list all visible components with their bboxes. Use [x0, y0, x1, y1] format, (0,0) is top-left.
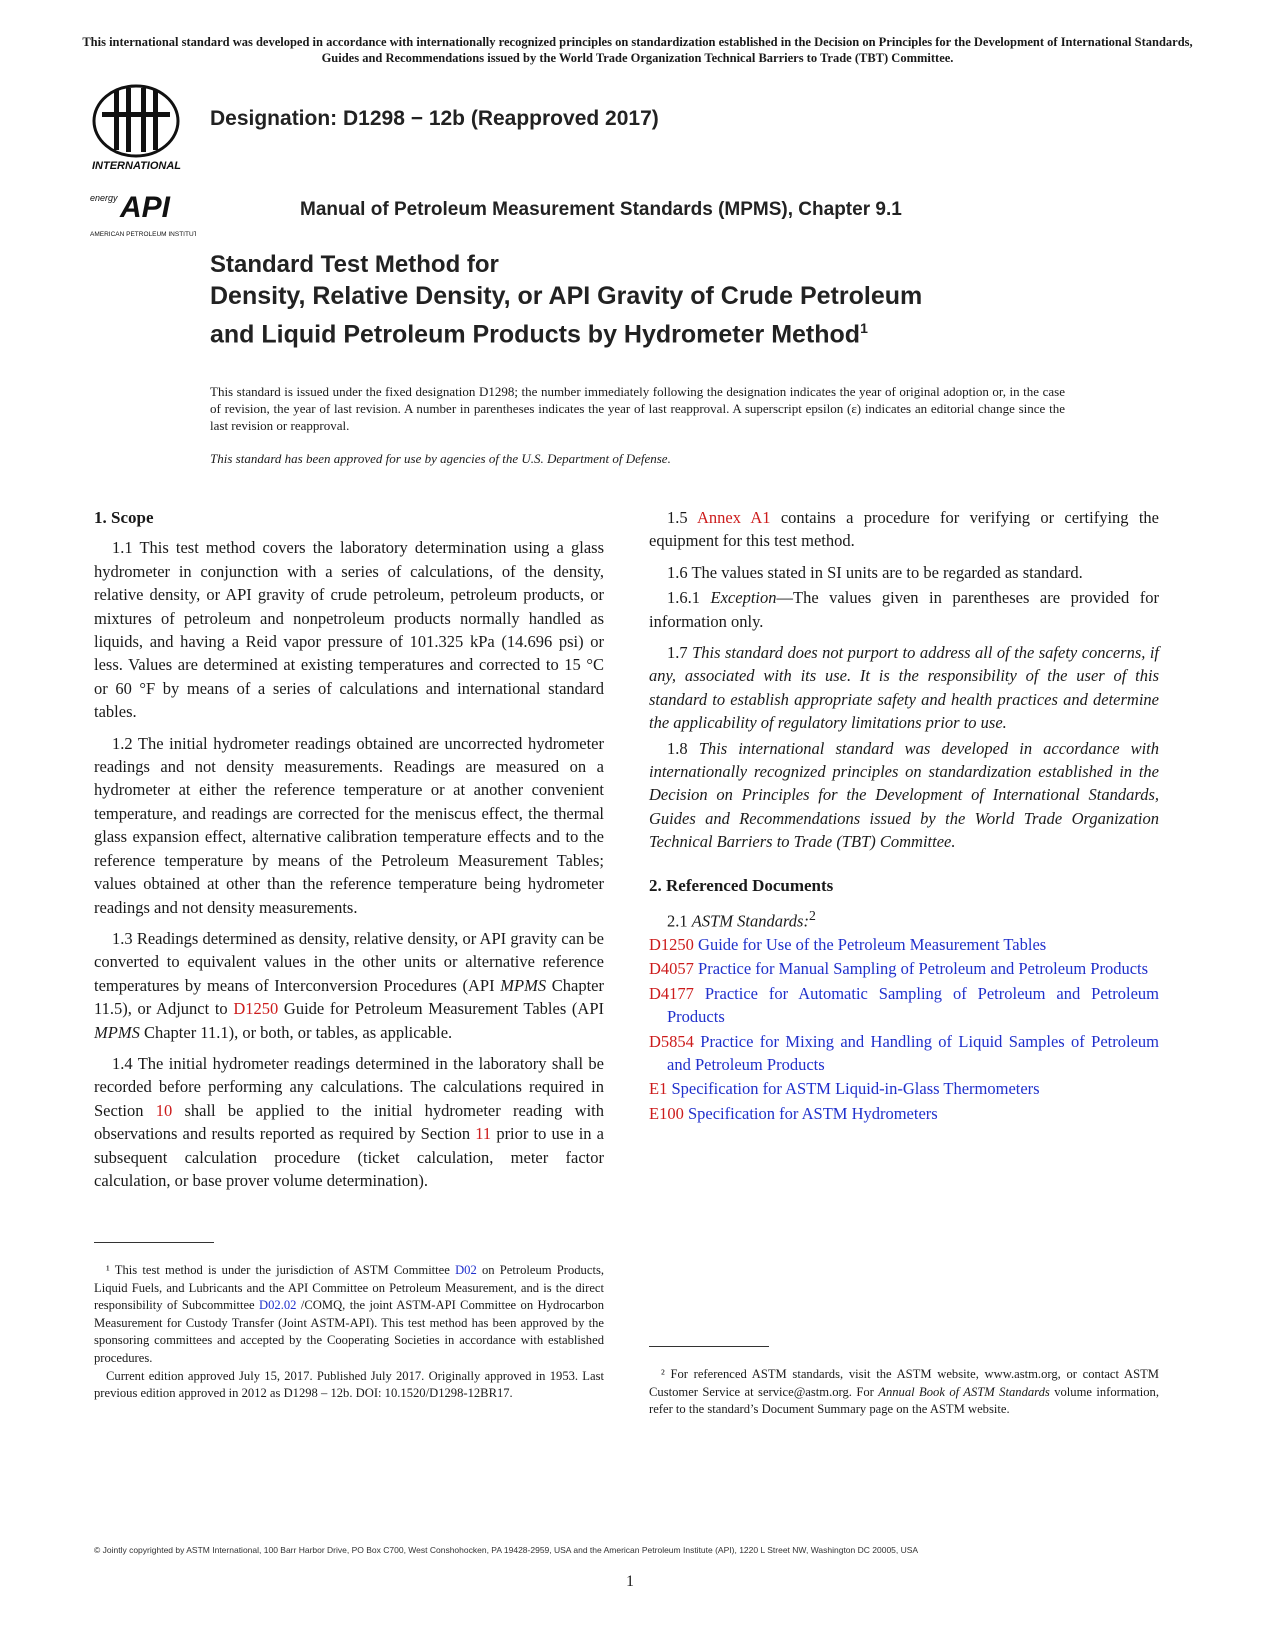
title-line-3: and Liquid Petroleum Products by Hydrometer Method$^1$: [210, 320, 868, 349]
api-energy-text: energy: [90, 193, 118, 203]
link-standard-code[interactable]: D4057: [649, 959, 694, 979]
link-standard-title[interactable]: Specification for ASTM Liquid-in-Glass Thermometers: [667, 1079, 1040, 1099]
paragraph-1-1: 1.1 This test method covers the laboratory determination using a glass hydrometer in conjunction with a series of calculations, of the density, relative density, or API gravity of crude petroleum, petroleum products, or mixtures of petroleum and nonpetroleum products normally handled as liquids, and having a Reid vapor pressure of 101.325 kPa (14.696 psi) or less. Values are determined at existing temperatures and corrected to 15 °C or 60 °F by means of a series of calculations and international standard tables.: [94, 538, 604, 722]
paragraph-1-2: 1.2 The initial hydrometer readings obtained are uncorrected hydrometer readings and not density measurements. Readings are measured on a hydrometer at either the reference temperature or at another convenient temperature, and readings are corrected for the meniscus effect, the thermal glass expansion effect, alternative calibration temperature effects and to the reference temperature by means of the Petroleum Measurement Tables; values obtained at other than the reference temperature being hydrometer readings and not density measurements.: [94, 733, 604, 917]
link-standard-title[interactable]: Specification for ASTM Hydrometers: [683, 1103, 938, 1123]
link-standard-title[interactable]: Practice for Automatic Sampling of Petroleum and Petroleum Products: [667, 983, 1159, 1027]
link-section-11[interactable]: 11: [475, 1124, 492, 1144]
footnote-2-mark[interactable]: 2: [808, 908, 816, 924]
link-standard-code[interactable]: D1250: [649, 935, 694, 954]
list-item: [649, 957, 1159, 980]
publisher-logos: [86, 84, 196, 244]
designation: Designation: D1298 − 12b (Reapproved 2017): [210, 107, 659, 130]
link-subcommittee-d0202[interactable]: D02.02: [259, 1298, 297, 1313]
paragraph-1-6-1: 1.6.1 Exception—The values given in parentheses are provided for information only.: [649, 588, 1159, 631]
paragraph-1-4: 1.4 The initial hydrometer readings determined in the laboratory shall be recorded before performing any calculations. The calculations required in Section 10 shall be applied to the initial hydrometer reading with observations and results reported as required by Section 11 prior to use in a subsequent calculation procedure (ticket calculation, meter factor calculation, or base prover volume determination).: [94, 1053, 605, 1190]
title-line-2: Density, Relative Density, or API Gravity of Crude Petroleum: [210, 282, 923, 310]
list-item: [649, 1077, 1159, 1100]
page-number: 1: [626, 1573, 634, 1590]
paragraph-1-5: 1.5 Annex A1 contains a procedure for verifying or certifying the equipment for this test method.: [649, 508, 1159, 551]
paragraph-1-8: 1.8 This international standard was developed in accordance with internationally recognized principles on standardization established in the Decision on Principles for the Development of International Standards, Guides and Recommendations issued by the World Trade Organization Technical Barriers to Trade (TBT) Committee.: [649, 738, 1160, 852]
link-annex-a1[interactable]: Annex A1: [697, 508, 771, 527]
scope-heading: 1. Scope: [94, 508, 154, 527]
link-standard-title[interactable]: Practice for Mixing and Handling of Liquid Samples of Petroleum and Petroleum Products: [667, 1031, 1159, 1075]
right-column: [649, 506, 1159, 1126]
dod-approval: This standard has been approved for use by agencies of the U.S. Department of Defense.: [210, 451, 671, 466]
link-standard-code[interactable]: E1: [649, 1079, 668, 1099]
astm-logo-text: INTERNATIONAL: [92, 160, 182, 172]
footnote-2-text: ² For referenced ASTM standards, visit the ASTM website, www.astm.org, or contact ASTM Customer Service at service@astm.org. For Annual Book of ASTM Standards volume information, refer to the standard’s Document Summary page on the ASTM website.: [649, 1367, 1159, 1417]
manual-chapter: Manual of Petroleum Measurement Standards (MPMS), Chapter 9.1: [300, 199, 902, 220]
astm-logo: [92, 86, 181, 172]
link-standard-title[interactable]: Practice for Manual Sampling of Petroleum and Petroleum Products: [693, 959, 1149, 979]
paragraph-2-1: 2.1 ASTM Standards:$^2$: [667, 908, 816, 931]
paragraph-1-6: 1.6 The values stated in SI units are to be regarded as standard.: [667, 562, 1083, 582]
paragraph-1-7: 1.7 This standard does not purport to address all of the safety concerns, if any, associated with its use. It is the responsibility of the user of this standard to establish appropriate safety and health practices and determine the applicability of regulatory limitations prior to use.: [649, 643, 1159, 733]
list-item: [649, 1102, 1159, 1125]
list-item: [649, 933, 1159, 956]
footnote-1-edition: Current edition approved July 15, 2017. Published July 2017. Originally approved in 1953. Last previous edition approved in 2012 as D1298 – 12b. DOI: 10.1520/D1298-12BR17.: [94, 1368, 604, 1401]
link-standard-code[interactable]: D4177: [649, 983, 694, 1003]
api-logo: [90, 191, 196, 238]
link-standard-code[interactable]: D5854: [649, 1031, 694, 1051]
document-title: [210, 250, 1110, 350]
referenced-documents-heading: 2. Referenced Documents: [649, 875, 834, 895]
link-standard-code[interactable]: E100: [649, 1103, 684, 1123]
link-d1250[interactable]: D1250: [233, 999, 279, 1019]
title-footnote-mark[interactable]: 1: [860, 320, 868, 336]
link-section-10[interactable]: 10: [155, 1100, 173, 1120]
link-standard-title[interactable]: Guide for Use of the Petroleum Measurement Tables: [693, 935, 1047, 954]
footnote-2: [649, 1366, 1159, 1419]
list-item: [649, 1030, 1159, 1077]
footnote-1: [94, 1262, 604, 1403]
astm-api-logos: [86, 84, 196, 244]
footnote-divider-left: [94, 1242, 214, 1243]
api-logo-text: API: [120, 191, 171, 224]
link-committee-d02[interactable]: D02: [455, 1263, 477, 1277]
list-item: [649, 982, 1159, 1029]
left-column: [94, 506, 604, 1200]
issuance-statement: This standard is issued under the fixed designation D1298; the number immediately following the designation indicates the year of original adoption or, in the case of revision, the year of last revision. A number in parentheses indicates the year of last reapproval. A superscript epsilon (ε) indicates an editorial change since the last revision or reapproval.: [210, 384, 1065, 433]
paragraph-1-3: 1.3 Readings determined as density, relative density, or API gravity can be converted to equivalent values in the other units or alternative reference temperatures by means of Interconversion Procedures (API MPMS Chapter 11.5), or Adjunct to D1250 Guide for Petroleum Measurement Tables (API MPMS Chapter 11.1), or both, or tables, as applicable.: [94, 928, 604, 1042]
footnote-divider-right: [649, 1346, 769, 1347]
copyright-notice: © Jointly copyrighted by ASTM International, 100 Barr Harbor Drive, PO Box C700, West Conshohocken, PA 19428-2959, USA and the American Petroleum Institute (API), 1220 L Street NW, Washington DC 20005, USA: [94, 1545, 919, 1555]
title-line-1: Standard Test Method for: [210, 251, 499, 278]
footnote-1-text: ¹ This test method is under the jurisdiction of ASTM Committee D02 on Petroleum Products, Liquid Fuels, and Lubricants and the API Committee on Petroleum Measurement, and is the direct responsibility of Subcommittee D02.02 /COMQ, the joint ASTM-API Committee on Hydrocarbon Measurement for Custody Transfer (Joint ASTM-API). This test method has been approved by the sponsoring committees and accepted by the Cooperating Societies in accordance with established procedures.: [94, 1263, 604, 1365]
tbt-notice: This international standard was developed in accordance with internationally recognized principles on standardization established in the Decision on Principles for the Development of International Standards, Guides and Recommendations issued by the World Trade Organization Technical Barriers to Trade (TBT) Committee.: [82, 35, 1193, 65]
api-logo-subtitle: AMERICAN PETROLEUM INSTITUTE: [90, 231, 196, 238]
astm-standards-list: [649, 933, 1159, 1125]
